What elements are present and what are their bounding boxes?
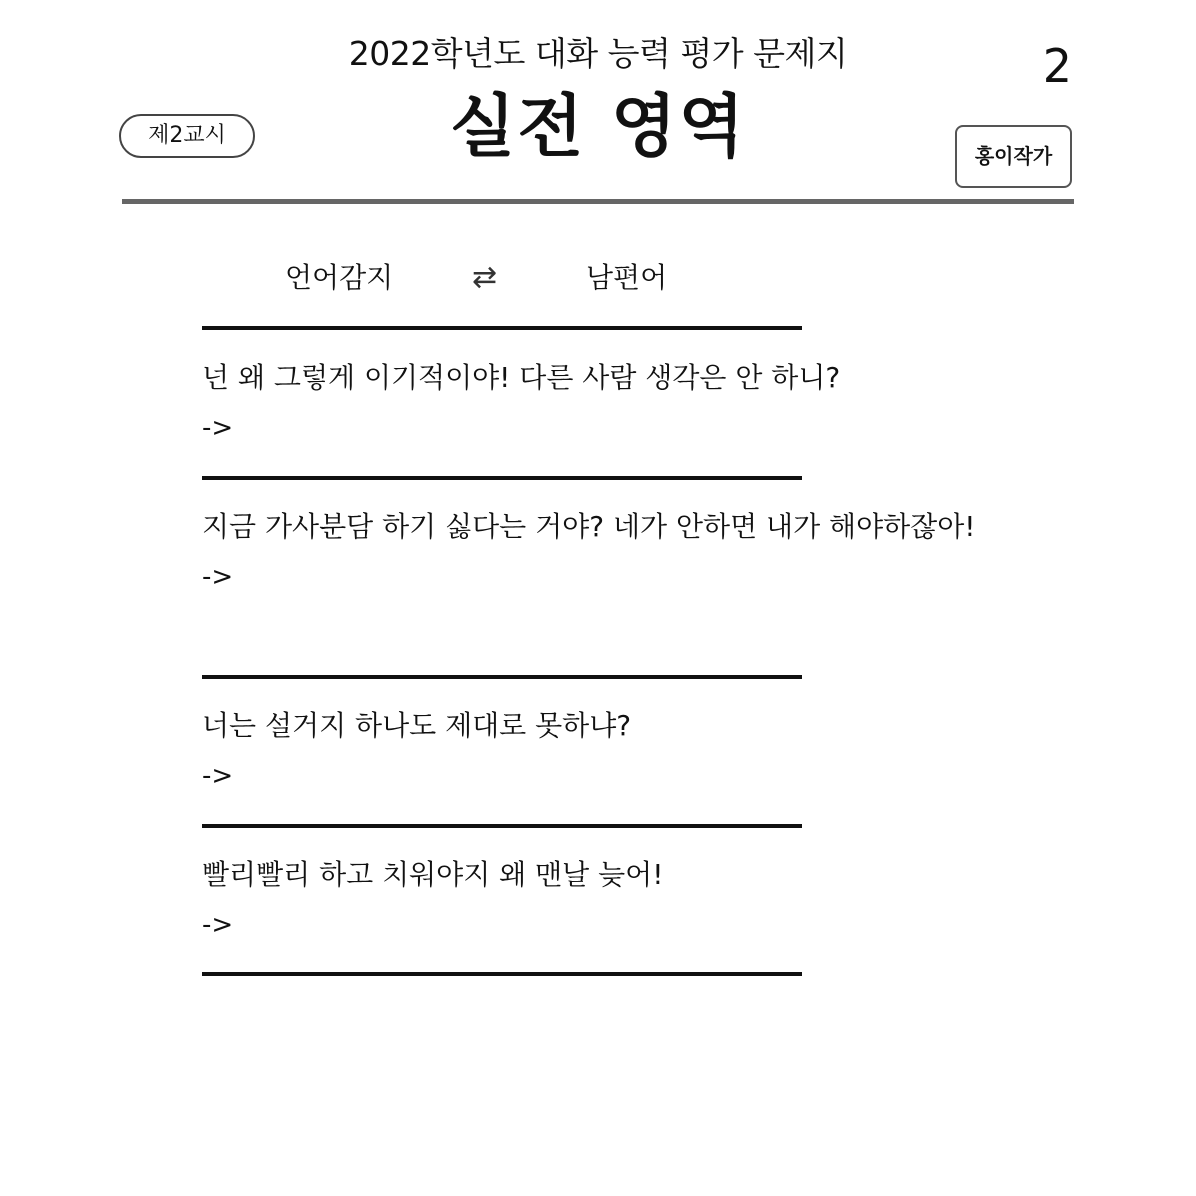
source-language: 언어감지 [285, 261, 394, 294]
period-badge: 제2교시 [119, 114, 255, 158]
author-box: 홍이작가 [955, 125, 1072, 188]
question-sentence: 넌 왜 그렇게 이기적이야! 다른 사람 생각은 안 하니? [202, 361, 841, 394]
answer-prompt: -> [202, 761, 234, 791]
question-sentence: 지금 가사분담 하기 싫다는 거야? 네가 안하면 내가 해야하잖아! [202, 510, 976, 543]
question-sentence: 빨리빨리 하고 치워야지 왜 맨날 늦어! [202, 858, 664, 891]
page-number: 2 [1042, 39, 1072, 93]
translation-header [0, 258, 1196, 298]
section-divider [202, 675, 802, 679]
target-language: 남편어 [586, 261, 668, 294]
answer-prompt: -> [202, 413, 234, 443]
header-divider [122, 199, 1074, 204]
section-divider [202, 476, 802, 480]
exam-subtitle: 2022학년도 대화 능력 평가 문제지 [348, 34, 848, 73]
answer-prompt: -> [202, 910, 234, 940]
section-divider [202, 326, 802, 330]
question-sentence: 너는 설거지 하나도 제대로 못하냐? [202, 709, 632, 742]
exam-title: 실전 영역 [449, 88, 747, 167]
section-divider [202, 824, 802, 828]
answer-prompt: -> [202, 562, 234, 592]
section-divider [202, 972, 802, 976]
swap-icon: ⇄ [472, 260, 498, 295]
